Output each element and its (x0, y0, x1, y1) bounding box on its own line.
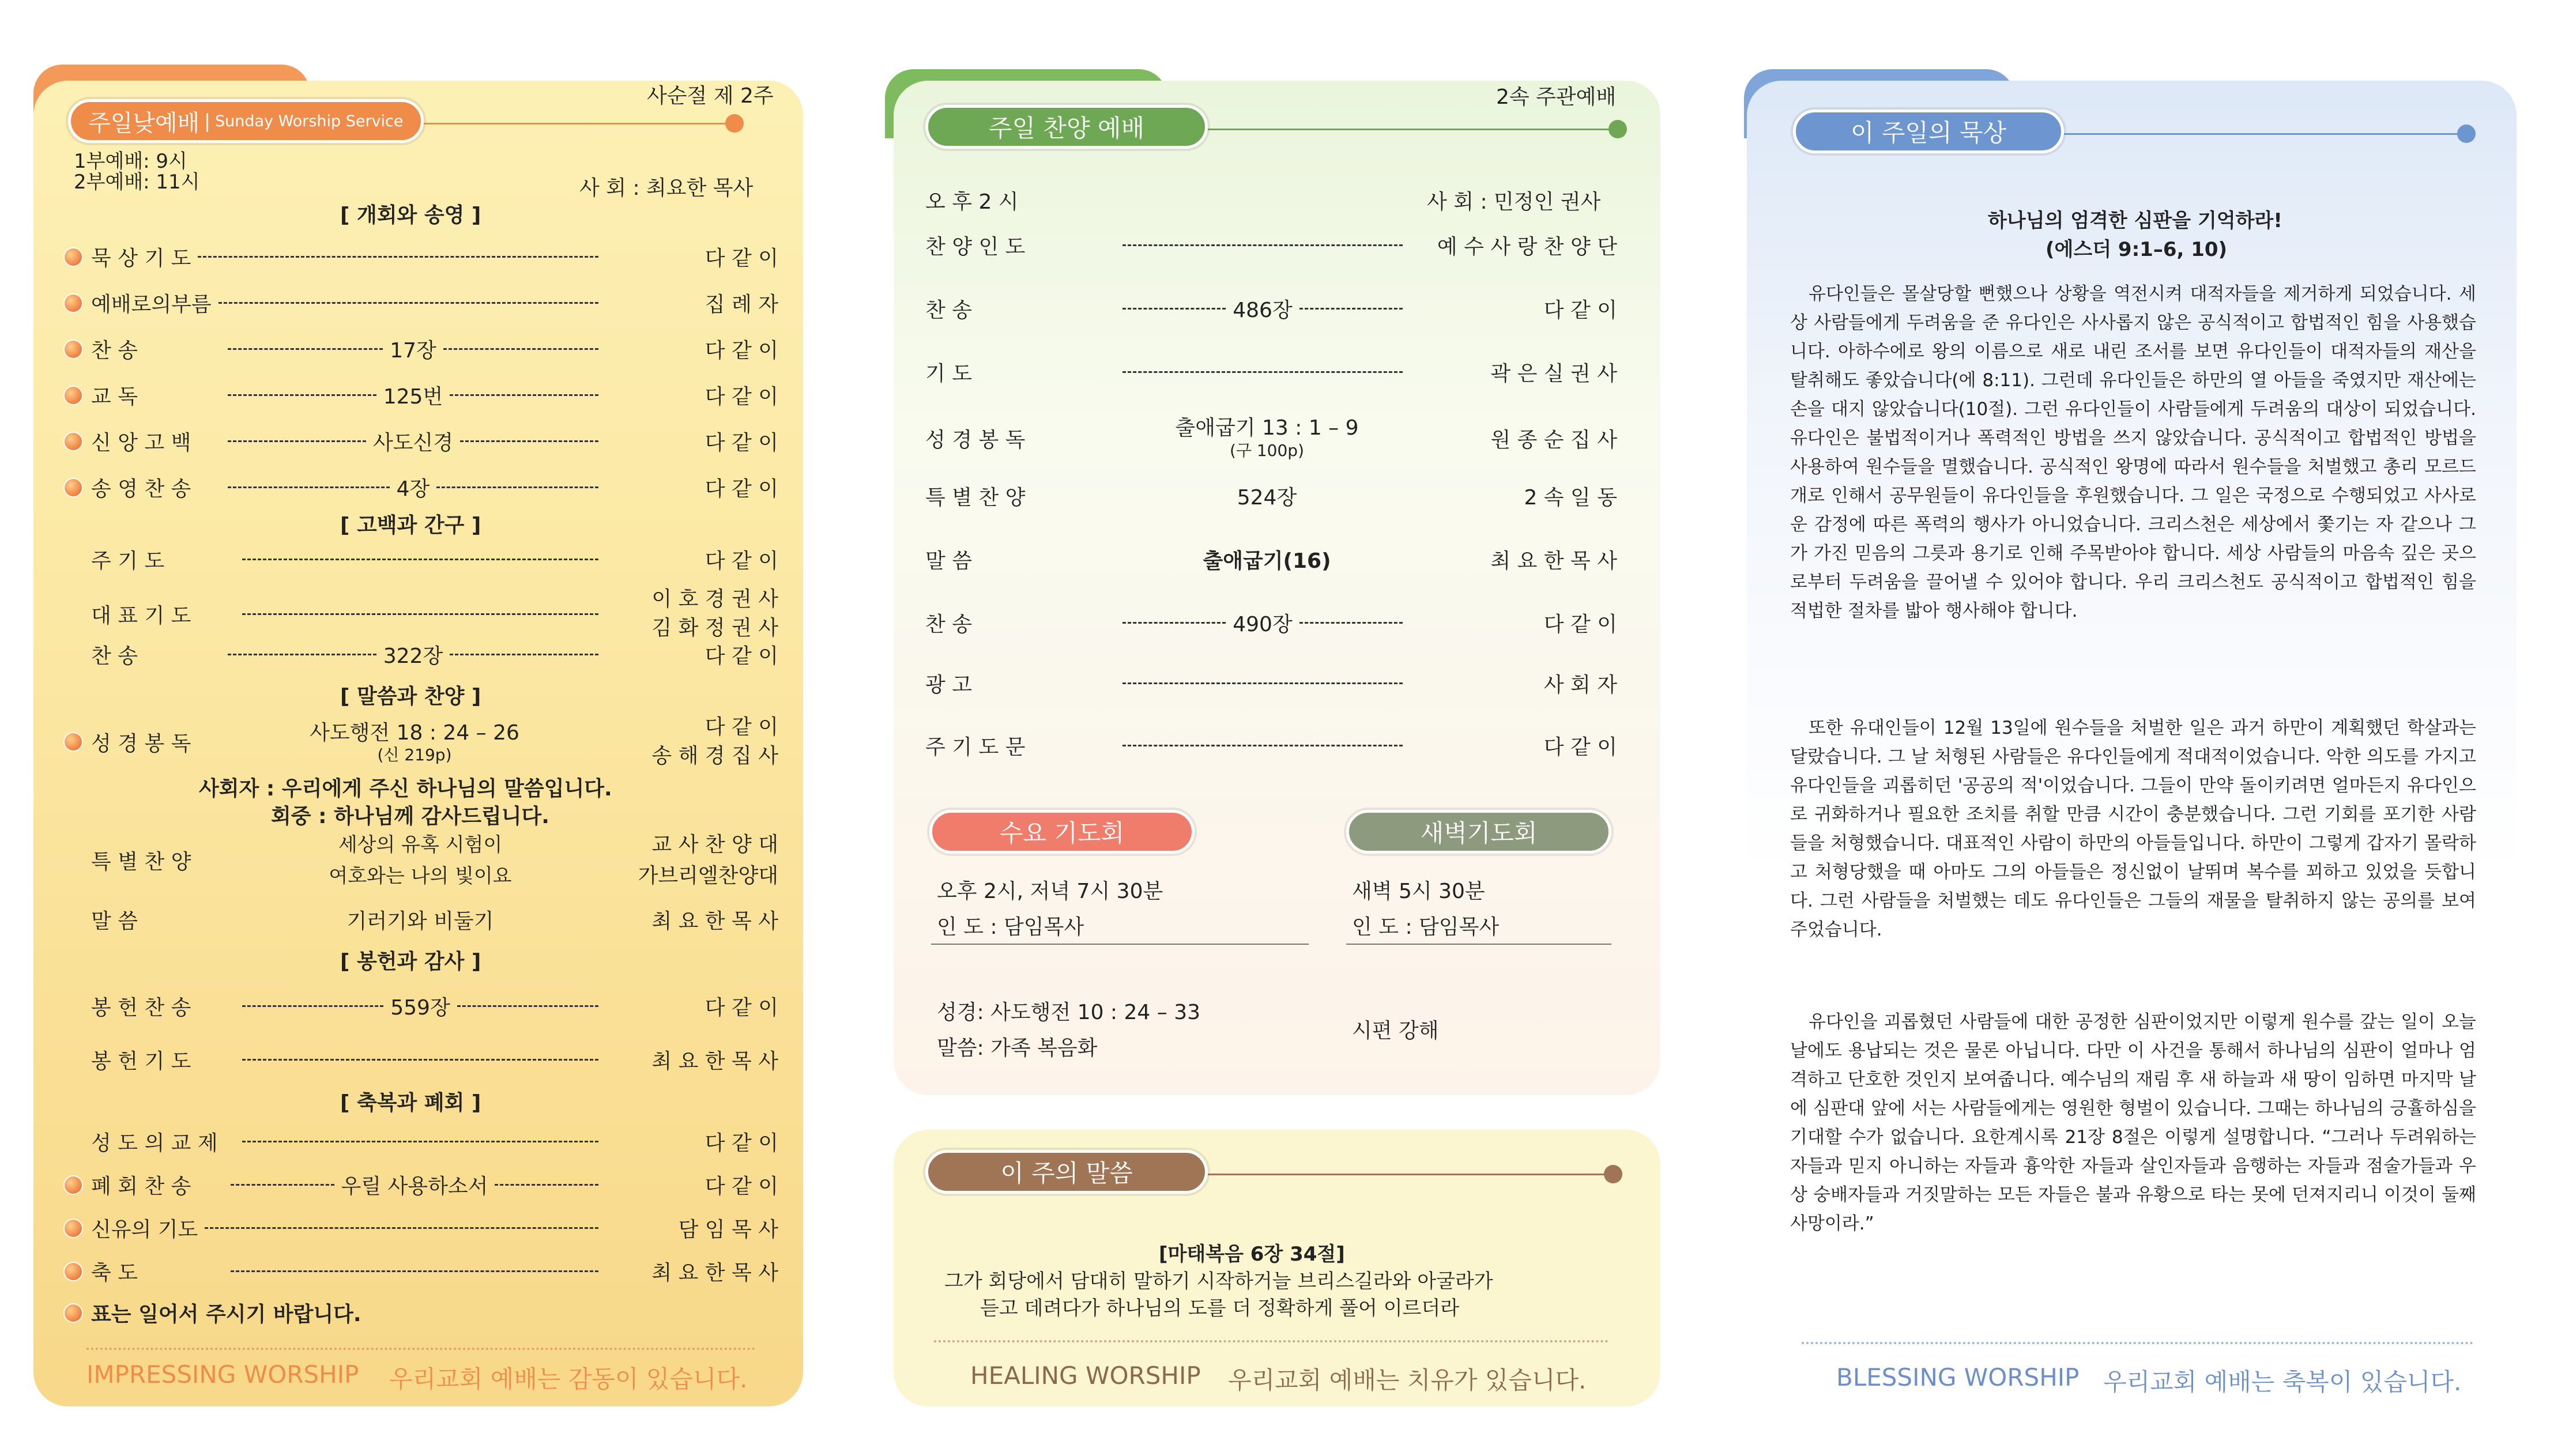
row-label: 송 영 찬 송 (91, 477, 191, 501)
row-label: 봉 헌 찬 송 (91, 996, 191, 1020)
stand-icon (63, 1303, 83, 1323)
header-rule (1208, 129, 1623, 130)
row-leader (242, 1141, 598, 1142)
presider: 사 회 : 최요한 목사 (579, 176, 754, 200)
row-leader (228, 348, 383, 350)
response-congregation: 회중 : 하나님께 감사드립니다. (271, 805, 549, 828)
row-mid-stack (1124, 416, 1410, 461)
row-leader (1122, 244, 1403, 246)
row-label: 말 씀 (925, 549, 972, 573)
row-mid: 17장 (390, 339, 436, 363)
service-time-1: 1부예배: 9시 (74, 150, 187, 173)
row-right: 담 임 목 사 (678, 1218, 778, 1242)
meditation-paragraph-2: 또한 유대인들이 12월 13일에 원수들을 처벌한 일은 과거 하만이 계획했던 학살과는 달랐습니다. 그 날 처형된 사람들은 유다인들에게 적대적이었습니다. 악한 의도를 가지고 유다인들을 괴롭히던 '공공의 적'이었습니다. 그들이 만약 돌이키려면 얼마든지 유다인으로 귀화하거나 필요한 조치를 취할 만큼 시간이 충분했습니다. 그런 기회를 포기한 사람들을 처형했습니다. 대표적인 사람이 하만의 아들들입니다. 하만이 그렇게 갑자기 몰락하고 처형당했을 때 아마도 그의 아들들은 정신없이 날뛰며 복수를 꾀하고 있었을 듯합니다. 그런 사람들을 처벌했는 데도 유다인들은 그들의 재물을 탈취하지 않는 공의를 보여주었습니다. (1790, 718, 2476, 940)
row-leader (1122, 371, 1403, 373)
row-right: 다 같 이 (705, 431, 779, 455)
order-row (63, 427, 778, 456)
row-mid: 524장 (1237, 486, 1297, 510)
section-confession: [ 고백과 간구 ] (340, 514, 481, 537)
stand-note (63, 1298, 361, 1327)
order-row (91, 585, 778, 643)
order-row (63, 334, 778, 364)
word-of-week-badge: 이 주의 말씀 (925, 1150, 1208, 1194)
row-mid-stack (235, 829, 605, 892)
order-row (91, 991, 778, 1021)
footer-divider (1802, 1342, 2473, 1344)
week-label: 2속 주관예배 (1496, 85, 1617, 109)
row-leader (436, 486, 598, 488)
row-mid: 125번 (383, 385, 443, 409)
row-right: 이 호 경 권 사 (651, 587, 778, 611)
row-leader (450, 654, 598, 655)
word-line-2: 듣고 데려다가 하나님의 도를 더 정확하게 풀어 이르더라 (980, 1297, 1460, 1320)
row-right: 최 요 한 목 사 (651, 1050, 778, 1073)
header-dot (725, 114, 744, 133)
row-right: 다 같 이 (705, 644, 778, 668)
stand-icon (63, 1262, 83, 1281)
footer-en: BLESSING WORSHIP (1836, 1363, 2080, 1391)
order-row (925, 545, 1617, 574)
order-row (63, 473, 778, 502)
word-reference: [마태복음 6장 34절] (1159, 1243, 1345, 1266)
row-mid: 사도행전 18 : 24 – 26 (310, 721, 519, 745)
footer-ko: 우리교회 예배는 치유가 있습니다. (1228, 1366, 1587, 1394)
dawn-underline (1346, 944, 1611, 945)
row-leader (1299, 308, 1403, 310)
header-dot (1609, 120, 1627, 138)
row-label: 신유의 기도 (91, 1218, 198, 1242)
row-right: 최 요 한 목 사 (651, 910, 778, 933)
badge-en: Sunday Worship Service (214, 112, 404, 130)
stand-icon (63, 247, 83, 267)
response-leader: 사회자 : 우리에게 주신 하나님의 말씀입니다. (199, 777, 612, 801)
row-right: 사 회 자 (1543, 673, 1617, 697)
order-row (63, 380, 778, 410)
row-leader (242, 1059, 598, 1061)
row-leader (242, 559, 598, 560)
row-label: 말 씀 (91, 910, 138, 933)
word-dot (1604, 1165, 1622, 1183)
row-label: 신 앙 고 백 (91, 431, 191, 455)
row-label: 봉 헌 기 도 (91, 1050, 191, 1073)
footer-en: IMPRESSING WORSHIP (86, 1360, 359, 1389)
row-label: 주 기 도 (91, 549, 165, 573)
row-label: 묵 상 기 도 (91, 247, 191, 270)
row-leader (231, 1270, 598, 1272)
row-leader (228, 654, 376, 655)
order-row (91, 640, 778, 669)
stand-icon (63, 732, 83, 752)
row-leader (205, 1227, 598, 1229)
row-mid-2: (구 100p) (1229, 441, 1304, 460)
order-row (63, 713, 778, 771)
row-leader (228, 394, 376, 396)
order-row (925, 231, 1617, 260)
row-right: 원 종 순 집 사 (1490, 428, 1617, 452)
row-right: 최 요 한 목 사 (1490, 549, 1617, 573)
row-label: 성 도 의 교 제 (91, 1131, 218, 1155)
order-row (925, 481, 1617, 511)
meditation-badge: 이 주일의 묵상 (1793, 110, 2064, 153)
row-mid: 출애굽기 13 : 1 – 9 (1175, 416, 1359, 440)
row-right: 다 같 이 (705, 339, 778, 363)
row-label: 찬 송 (925, 613, 972, 636)
wed-leader: 인 도 : 담임목사 (937, 915, 1084, 939)
row-leader (228, 486, 390, 488)
wednesday-prayer-badge: 수요 기도회 (929, 810, 1195, 854)
row-mid-stack (224, 720, 605, 764)
row-right: 다 같 이 (1543, 613, 1617, 636)
footer-divider (86, 1348, 755, 1350)
row-mid: 우릴 사용하소서 (341, 1175, 488, 1198)
stand-icon (63, 432, 83, 451)
header-rule (2064, 133, 2468, 135)
row-right: 다 같 이 (705, 1131, 778, 1155)
row-right-2: 송 해 경 집 사 (651, 744, 778, 768)
row-leader (242, 613, 598, 615)
row-label: 광 고 (925, 673, 972, 697)
row-right: 다 같 이 (705, 549, 778, 573)
meditation-paragraph-3: 유다인을 괴롭혔던 사람들에 대한 공정한 심판이었지만 이렇게 원수를 갚는 일이 오늘날에도 용납되는 것은 물론 아닙니다. 다만 이 사건을 통해서 하나님의 심판이 얼마나 엄격하고 단호한 것인지 보여줍니다. 예수님의 재림 후 새 하늘과 새 땅이 임하면 마지막 날에 심판대 앞에 서는 사람들에게는 영원한 형벌이 있습니다. 그때는 하나님의 긍휼하심을 기대할 수가 없습니다. 요한계시록 21장 8절은 이렇게 설명합니다. “그러나 두려워하는 자들과 믿지 아니하는 자들과 흉악한 자들과 살인자들과 음행하는 자들과 점술가들과 우상 숭배자들과 거짓말하는 모든 자들은 불과 유황으로 타는 못에 던져지리니 이것이 둘째 사망이라.” (1790, 1012, 2476, 1234)
order-row (91, 1045, 778, 1074)
badge-sep: | (204, 110, 210, 132)
dawn-time: 새벽 5시 30분 (1352, 880, 1485, 903)
meditation-title: 하나님의 엄격한 심판을 기억하라! (1988, 209, 2282, 232)
order-row (63, 1257, 778, 1286)
row-leader (1122, 745, 1403, 746)
order-row (63, 242, 778, 271)
row-label: 대 표 기 도 (91, 603, 191, 628)
section-opening: [ 개회와 송영 ] (340, 203, 481, 227)
row-right: 다 같 이 (705, 477, 778, 501)
header-rule (424, 123, 735, 125)
row-mid: 486장 (1233, 299, 1293, 322)
order-row (63, 1213, 778, 1243)
meditation-paragraph-1: 유다인들은 몰살당할 뻔했으나 상황을 역전시켜 대적자들을 제거하게 되었습니다. 세상 사람들에게 두려움을 준 유다인은 사사롭지 않은 공식적이고 합법적인 힘을 사용했습니다. 아하수에로 왕의 이름으로 새로 내린 조서를 보면 유다인들이 대적자들의 재산을 탈취해도 좋았습니다(에 8:11). 그런데 유다인들은 하만의 열 아들을 죽였지만 재산에는 손을 대지 않았습니다(10절). 그런 유다인들이 사람들에게 두려움의 대상이 되었습니다. 유다인은 불법적이거나 폭력적인 방법을 쓰지 않았습니다. 공식적이고 합법적인 방법을 사용하여 원수들을 멸했습니다. 공식적인 왕명에 따라서 원수들을 처벌했고 총리 모르드개로 인해서 공무원들이 유다인들을 후원했습니다. 그 일은 국정으로 수행되었고 사사로운 감정에 따른 폭력의 행사가 아니었습니다. 크리스천은 세상에서 쫓기는 자 같으나 그가 가진 믿음의 그릇과 용기로 인해 주목받아야 합니다. 세상 사람들의 마음속 깊은 곳으로부터 두려움을 끌어낼 수 있어야 합니다. 우리 크리스천도 공식적이고 합법적인 힘을 적법한 절차를 밟아 행사해야 합니다. (1790, 284, 2476, 621)
order-row (91, 905, 778, 934)
badge-ko: 주일낮예배 (88, 110, 200, 137)
row-right-stack (605, 829, 778, 892)
service-time: 오 후 2 시 (925, 190, 1019, 214)
row-label: 교 독 (91, 385, 138, 409)
row-label: 주 기 도 문 (925, 735, 1026, 759)
row-right: 다 같 이 (705, 715, 778, 739)
stand-note-text: 표는 일어서 주시기 바랍니다. (91, 1303, 361, 1326)
stand-icon (63, 1175, 83, 1195)
row-leader (242, 1005, 383, 1007)
row-label: 찬 송 (91, 339, 138, 363)
order-row (91, 830, 778, 891)
row-right: 다 같 이 (1543, 735, 1617, 759)
row-leader (1122, 682, 1403, 684)
order-row (925, 731, 1617, 760)
dawn-content: 시편 강해 (1352, 1019, 1439, 1043)
row-mid: 기러기와 비둘기 (346, 910, 494, 933)
sunday-worship-badge (68, 99, 424, 143)
section-benediction: [ 축복과 폐회 ] (340, 1091, 481, 1115)
meditation-subtitle: (에스더 9:1–6, 10) (2046, 238, 2228, 261)
row-right-stack (605, 713, 778, 771)
order-row (925, 409, 1617, 467)
row-label: 찬 송 (925, 299, 972, 322)
dawn-leader: 인 도 : 담임목사 (1352, 915, 1500, 939)
row-leader (495, 1184, 598, 1186)
stand-icon (63, 293, 83, 313)
wed-scripture: 성경: 사도행전 10 : 24 – 33 (937, 1001, 1200, 1024)
row-label: 특 별 찬 양 (925, 486, 1026, 510)
row-right-2: 김 화 정 권 사 (651, 616, 778, 640)
order-row (91, 545, 778, 574)
stand-icon (63, 1219, 83, 1238)
order-row (925, 608, 1617, 638)
header-dot (2457, 125, 2476, 143)
row-mid-2: (신 219p) (377, 745, 452, 764)
row-mid-2: 여호와는 나의 빛이요 (329, 864, 512, 888)
row-right: 예 수 사 랑 찬 양 단 (1437, 235, 1617, 259)
row-label: 예배로의부름 (91, 293, 212, 316)
row-mid: 490장 (1233, 613, 1293, 636)
row-right: 다 같 이 (705, 385, 778, 409)
row-leader (1299, 622, 1403, 624)
row-right: 최 요 한 목 사 (651, 1261, 778, 1285)
row-right: 교 사 찬 양 대 (651, 832, 778, 857)
order-row (925, 669, 1617, 698)
order-row (925, 357, 1617, 387)
row-leader (198, 256, 598, 258)
row-mid: 출애굽기(16) (1203, 549, 1331, 573)
row-right-stack (605, 585, 778, 643)
row-right: 곽 은 실 권 사 (1490, 362, 1617, 386)
row-leader (450, 394, 598, 396)
wed-sermon: 말씀: 가족 복음화 (937, 1036, 1098, 1060)
row-right: 2 속 일 동 (1524, 486, 1617, 510)
row-label: 특 별 찬 양 (91, 850, 191, 874)
wed-time: 오후 2시, 저녁 7시 30분 (937, 880, 1163, 903)
order-row (63, 288, 778, 318)
dawn-prayer-badge: 새벽기도회 (1346, 810, 1611, 854)
row-mid: 559장 (390, 996, 450, 1020)
row-right: 집 례 자 (705, 293, 778, 316)
stand-icon (63, 340, 83, 359)
row-label: 폐 회 찬 송 (91, 1175, 191, 1198)
footer-ko: 우리교회 예배는 감동이 있습니다. (389, 1365, 748, 1393)
row-leader (1122, 308, 1226, 310)
row-leader (231, 1184, 334, 1186)
word-rule (1208, 1174, 1611, 1175)
row-leader (228, 440, 366, 442)
row-right: 다 같 이 (705, 996, 778, 1020)
row-label: 찬 양 인 도 (925, 235, 1026, 259)
row-label: 성 경 봉 독 (91, 731, 191, 756)
wed-underline (931, 944, 1309, 945)
row-label: 성 경 봉 독 (925, 428, 1026, 452)
row-leader (1122, 622, 1226, 624)
row-leader (460, 440, 598, 442)
row-leader (219, 302, 598, 304)
row-leader (457, 1005, 598, 1007)
footer-en: HEALING WORSHIP (970, 1361, 1201, 1390)
row-label: 찬 송 (91, 644, 138, 668)
footer-divider (934, 1340, 1609, 1342)
row-right: 다 같 이 (1543, 299, 1617, 322)
row-mid: 4장 (396, 477, 430, 501)
row-leader (443, 348, 598, 350)
row-label: 축 도 (91, 1261, 138, 1285)
service-time-2: 2부예배: 11시 (74, 171, 200, 194)
row-right: 다 같 이 (705, 247, 778, 270)
season-label: 사순절 제 2주 (647, 84, 774, 108)
order-row (925, 294, 1617, 323)
stand-icon (63, 478, 83, 497)
row-mid: 사도신경 (372, 431, 454, 455)
stand-icon (63, 386, 83, 405)
row-right-2: 가브리엘찬양대 (638, 863, 778, 888)
footer-ko: 우리교회 예배는 축복이 있습니다. (2103, 1368, 2462, 1396)
row-label: 기 도 (925, 362, 972, 386)
row-mid: 세상의 유혹 시험이 (338, 833, 503, 857)
section-offering: [ 봉헌과 감사 ] (340, 950, 481, 974)
order-row (91, 1127, 778, 1156)
section-word: [ 말씀과 찬양 ] (340, 685, 481, 708)
order-row (63, 1170, 778, 1199)
presider: 사 회 : 민정인 권사 (1427, 190, 1601, 214)
praise-worship-badge: 주일 찬양 예배 (925, 105, 1208, 149)
word-line-1: 그가 회당에서 담대히 말하기 시작하거늘 브리스길라와 아굴라가 (944, 1270, 1493, 1293)
row-mid: 322장 (383, 644, 443, 668)
row-right: 다 같 이 (705, 1175, 779, 1198)
